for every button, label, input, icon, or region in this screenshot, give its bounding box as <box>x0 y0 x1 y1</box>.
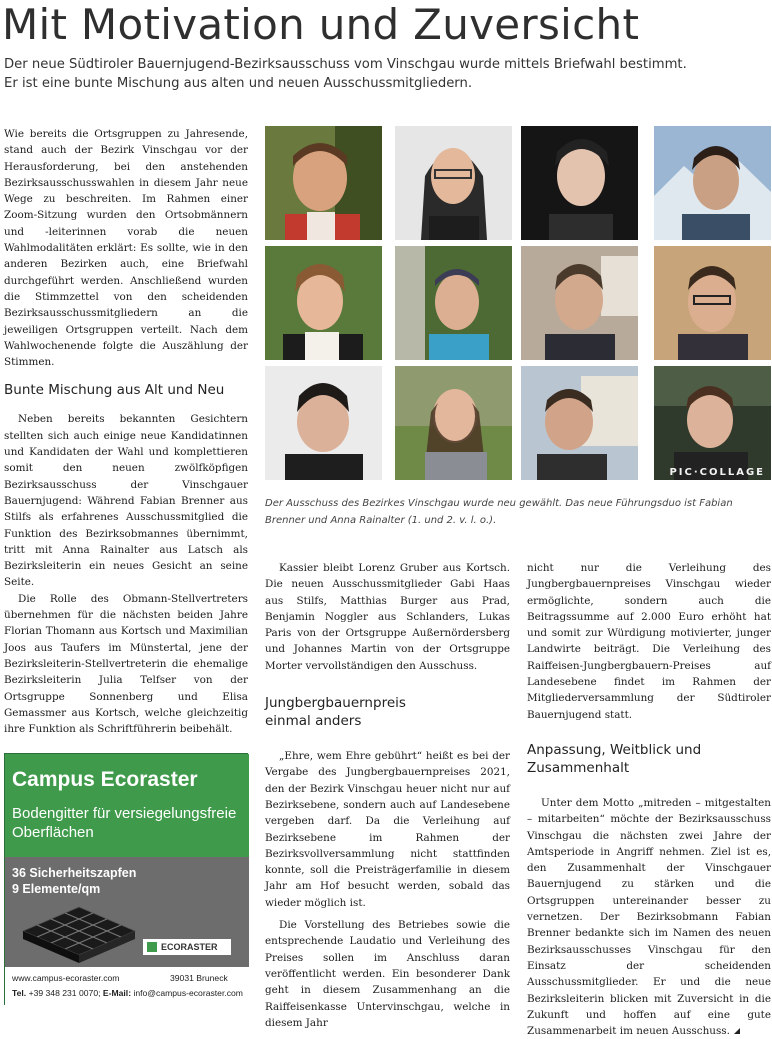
paragraph-deputies: Die Rolle des Obmann-Stellvertreters übernehmen für die nächsten beiden Jahre Florian Thomann aus Kortsch und Maximilian Joos aus Taufers im Münstertal, jene der Bezirksleiterin-Stellvertreterin die ehemalige Bezirksleiterin Julia Telfser von der Ortsgruppe Sonnenberg und Elisa Gemassmer aus Kortsch, welche gleichzeitig ihre Funktion als Schriftführerin beibehält. <box>4 592 248 736</box>
ad-subtitle: Bodengitter für versiegelungsfreie Oberflächen <box>12 805 237 841</box>
subheading-jungbergbauernpreis: Jungbergbauernpreis einmal anders <box>265 695 406 730</box>
lead-line-2: Er ist eine bunte Mischung aus alten und neuen Ausschussmitgliedern. <box>4 76 473 91</box>
column-3 <box>527 560 771 1039</box>
ad-tel[interactable]: +39 348 231 0070; <box>28 988 101 998</box>
paragraph-prize: „Ehre, wem Ehre gebührt“ heißt es bei der Vergabe des Jungbergbauernpreises 2021, den der Bezirk Vinschgau heuer nicht nur auf Bezirksebene, sondern auch auf Landesebene vergeben darf. Da die Verleihung auf Bezirksebene im Rahmen der Bezirksvollversammlung nicht stattfinden konnte, soll die Preisträgerfamilie in diesem Jahr am Hof besucht werden, sobald das wieder möglich ist. <box>265 750 510 909</box>
ad-email-link[interactable]: info@campus-ecoraster.com <box>133 988 243 998</box>
portrait-photo <box>654 126 771 240</box>
portrait-photo <box>265 246 382 360</box>
ad-tel-label: Tel. <box>12 988 27 998</box>
ad-website-link[interactable]: www.campus-ecoraster.com <box>12 973 120 983</box>
subheading-bunte-mischung: Bunte Mischung aus Alt und Neu <box>4 382 225 399</box>
collage-watermark: PIC·COLLAGE <box>669 467 765 478</box>
subheading-anpassung: Anpassung, Weitblick und Zusammenhalt <box>527 741 702 776</box>
ad-contact-line <box>12 988 243 998</box>
ad-feature-2: 9 Elemente/qm <box>12 882 101 896</box>
paragraph-prize-continued: nicht nur die Verleihung des Jungbergbauernpreises Vinschgau wieder ermöglichte, sondern auch die Beitragssumme auf 2.000 Euro erhöht hat und somit zur Würdigung motivierter, junger Landwirte beiträgt. Die Verleihung des Raiffeisen-Jungbergbauern-Preises auf Landesebene findet im Rahmen der Mitgliederversammlung der Südtiroler Bauernjugend statt. <box>527 562 771 721</box>
ecoraster-logo-text: ECORASTER <box>161 942 218 952</box>
ad-contact-footer <box>5 967 249 1006</box>
ad-product <box>5 857 249 967</box>
portrait-photo <box>395 126 512 240</box>
portrait-photo <box>654 246 771 360</box>
end-mark-icon <box>734 1028 740 1034</box>
portrait-photo <box>521 126 638 240</box>
photo-caption: Der Ausschuss des Bezirkes Vinschgau wurde neu gewählt. Das neue Führungsduo ist Fabian Brenner und Anna Rainalter (1. und 2. v. l. o.). <box>265 498 733 526</box>
paragraph-treasurer: Kassier bleibt Lorenz Gruber aus Kortsch. Die neuen Ausschussmitglieder Gabi Haas aus Stilfs, Matthias Burger aus Prad, Benjamin Noggler aus Schlanders, Lukas Paris von der Ortsgruppe Außernördersberg und Johannes Martin von der Ortsgruppe Morter vervollständigen den Ausschuss. <box>265 562 510 672</box>
photo-collage <box>265 126 771 486</box>
ad-city: 39031 Bruneck <box>170 973 228 983</box>
ad-campus-ecoraster[interactable] <box>4 753 248 1005</box>
column-1 <box>4 126 248 737</box>
ad-title: Campus Ecoraster <box>12 768 198 791</box>
article-headline: Mit Motivation und Zuversicht <box>2 0 640 49</box>
ecoraster-logo-icon <box>147 942 157 952</box>
paragraph-presentation: Die Vorstellung des Betriebes sowie die entsprechende Laudatio und Verleihung des Preises sollen im Anschluss daran veröffentlicht werden. Ein besonderer Dank geht in diesem Zusammenhang an die Raiffeisenkasse Untervinschgau, welche in diesem Jahr <box>265 919 510 1029</box>
portrait-photo <box>395 366 512 480</box>
portrait-photo <box>521 246 638 360</box>
lead-line-1: Der neue Südtiroler Bauernjugend-Bezirksausschuss vom Vinschgau wurde mittels Briefwahl bestimmt. <box>4 57 687 72</box>
ecoraster-logo <box>143 939 231 955</box>
ad-features <box>12 865 212 897</box>
portrait-photo <box>654 366 771 480</box>
ad-email-label: E-Mail: <box>102 988 132 998</box>
column-2 <box>265 560 510 1031</box>
paragraph-intro: Wie bereits die Ortsgruppen zu Jahresende, stand auch der Bezirk Vinschgau vor der Herausforderung, bei den anstehenden Bezirksausschusswahlen in diesem Jahr neue Wege zu beschreiten. Im Rahmen einer Zoom-Sitzung wurden den Ortsobmännern und -leiterinnen vorab die neuen Wahlmodalitäten erklärt: Es sollte, wie in den anderen Bezirken auch, eine Briefwahl durchgeführt werden. Anschließend wurden die Stimmzettel von den scheidenden Bezirksausschussmitgliedern an die jeweiligen Ortsgruppen verteilt. Nach dem Wahlwochenende folgte die Auszählung der Stimmen. <box>4 128 248 369</box>
paragraph-motto-text: Unter dem Motto „mitreden – mitgestalten – mitarbeiten“ möchte der Bezirksausschuss Vinschgau die nächsten zwei Jahre der Amtsperiode in Angriff nehmen. Ziel ist es, den Zusammenhalt der Vinschgauer Bauernjugend zu stärken und die Ortsgruppen untereinander besser zu vernetzen. Der Bezirksobmann Fabian Brenner bedankte sich im Namen des neuen Bezirksausschusses Vinschgau für den Einsatz der scheidenden Ausschussmitglieder. Er und die neue Bezirksleiterin blicken mit Zuversicht in die Zukunft und hoffen auf eine gute Zusammenarbeit im neuen Ausschuss. <box>527 796 771 1038</box>
portrait-photo <box>265 126 382 240</box>
ad-feature-1: 36 Sicherheitszapfen <box>12 866 137 880</box>
portrait-photo <box>521 366 638 480</box>
article-lead <box>4 55 768 93</box>
portrait-photo <box>395 246 512 360</box>
paragraph-candidates: Neben bereits bekannten Gesichtern stellten sich auch einige neue Kandidatinnen und Kandidaten der Wahl und komplettieren somit den neuen zwölfköpfigen Bezirksausschuss der Vinschgauer Bauernjugend: Während Fabian Brenner aus Stilfs als erfahrenes Ausschussmitglied die Funktion des Bezirksobmannes übernimmt, tritt mit Anna Rainalter aus Latsch als Bezirksleiterin ein neues Gesicht an seine Seite. <box>4 413 248 589</box>
paragraph-motto <box>527 795 771 1039</box>
ad-banner <box>5 754 249 857</box>
portrait-photo <box>265 366 382 480</box>
ground-grid-icon <box>19 901 139 963</box>
